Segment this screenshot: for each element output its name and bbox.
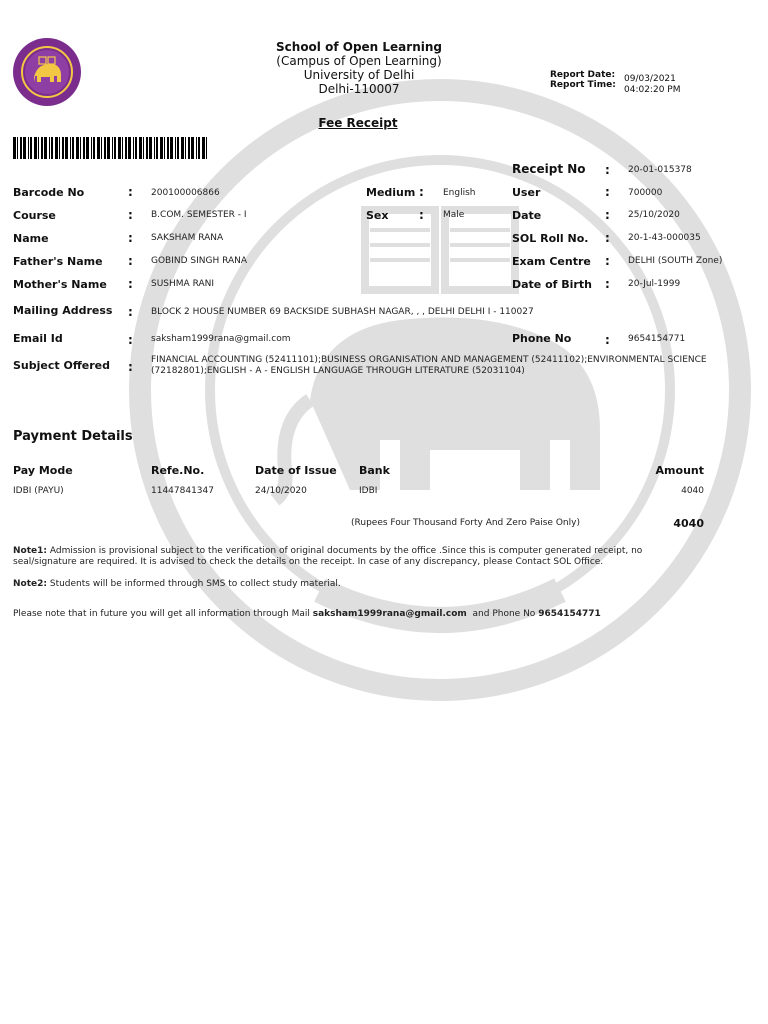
barcode-bar [160, 137, 163, 159]
university-city: Delhi-110007 [318, 82, 400, 96]
future-notice-and: and Phone No [472, 609, 536, 619]
note1-text-line1: Admission is provisional subject to the verification of original documents by the office .Since this is computer generated receipt, no [49, 546, 643, 556]
barcode-bar [177, 137, 179, 159]
date-of-birth-label: Date of Birth [512, 278, 592, 291]
phone-colon: : [605, 333, 610, 347]
sol-roll-no-label: SOL Roll No. [512, 232, 589, 245]
name-value: SAKSHAM RANA [151, 233, 224, 243]
barcode-bar [93, 137, 95, 159]
user-label: User [512, 186, 541, 199]
course-value: B.COM. SEMESTER - I [151, 210, 247, 220]
exam-centre-value: DELHI (SOUTH Zone) [628, 256, 723, 266]
barcode-bar [188, 137, 190, 159]
barcode-no-value: 200100006866 [151, 188, 220, 198]
receipt-no-colon: : [605, 163, 610, 177]
sex-label: Sex [366, 209, 389, 222]
barcode-bar [80, 137, 81, 159]
barcode-no-label: Barcode No [13, 186, 85, 199]
note1-line1 [13, 546, 642, 556]
barcode-bar [135, 137, 137, 159]
subject-offered-line2: (72182801);ENGLISH - A - ENGLISH LANGUAGE THROUGH LITERATURE (52031104) [151, 366, 525, 376]
email-value: saksham1999rana@gmail.com [151, 334, 291, 344]
bank-value: IDBI [359, 486, 378, 496]
barcode-bar [28, 137, 29, 159]
subject-offered-label: Subject Offered [13, 359, 110, 372]
future-notice [13, 609, 601, 619]
fathers-name-value: GOBIND SINGH RANA [151, 256, 248, 266]
date-of-birth-colon: : [605, 277, 610, 291]
date-colon: : [605, 208, 610, 222]
receipt-no-label: Receipt No [512, 162, 586, 176]
barcode-bar [23, 137, 26, 159]
barcode-bar [181, 137, 184, 159]
mailing-address-value: BLOCK 2 HOUSE NUMBER 69 BACKSIDE SUBHASH NAGAR, , , DELHI DELHI I - 110027 [151, 307, 534, 317]
barcode-bar [20, 137, 22, 159]
barcode-bar [86, 137, 89, 159]
mothers-name-colon: : [128, 277, 133, 291]
note2-label: Note2: [13, 579, 47, 589]
sol-roll-no-colon: : [605, 231, 610, 245]
medium-colon: : [419, 185, 424, 199]
barcode-bar [49, 137, 50, 159]
mailing-address-colon: : [128, 305, 133, 319]
barcode-bar [38, 137, 39, 159]
barcode-bar [118, 137, 121, 159]
barcode-bar [114, 137, 116, 159]
fathers-name-label: Father's Name [13, 255, 103, 268]
barcode-no-colon: : [128, 185, 133, 199]
barcode-bar [202, 137, 205, 159]
barcode-bar [70, 137, 71, 159]
barcode-bar [143, 137, 144, 159]
mothers-name-label: Mother's Name [13, 278, 107, 291]
barcode-bar [125, 137, 127, 159]
note1-label: Note1: [13, 546, 47, 556]
barcode-bar [156, 137, 158, 159]
course-colon: : [128, 208, 133, 222]
barcode-bar [185, 137, 186, 159]
fathers-name-colon: : [128, 254, 133, 268]
phone-label: Phone No [512, 332, 572, 345]
future-notice-phone: 9654154771 [538, 609, 601, 619]
barcode-bar [97, 137, 100, 159]
sex-value: Male [443, 210, 465, 220]
mothers-name-value: SUSHMA RANI [151, 279, 214, 289]
amount-header: Amount [655, 464, 704, 477]
user-colon: : [605, 185, 610, 199]
exam-centre-colon: : [605, 254, 610, 268]
barcode-bar [122, 137, 123, 159]
date-label: Date [512, 209, 542, 222]
barcode-bar [34, 137, 37, 159]
exam-centre-label: Exam Centre [512, 255, 591, 268]
bank-header: Bank [359, 464, 390, 477]
course-label: Course [13, 209, 56, 222]
barcode-bar [112, 137, 113, 159]
campus-name: (Campus of Open Learning) [276, 54, 442, 68]
barcode-bar [62, 137, 64, 159]
subject-offered-line1: FINANCIAL ACCOUNTING (52411101);BUSINESS ORGANISATION AND MANAGEMENT (52411102);ENVIRONMENTAL SCIENCE [151, 355, 707, 365]
amount-in-words: (Rupees Four Thousand Forty And Zero Paise Only) [351, 518, 580, 528]
pay-mode-value: IDBI (PAYU) [13, 486, 64, 496]
name-label: Name [13, 232, 49, 245]
barcode-bar [101, 137, 102, 159]
barcode-bar [128, 137, 131, 159]
barcode-bar [170, 137, 173, 159]
barcode-icon [13, 137, 208, 159]
barcode-bar [76, 137, 79, 159]
barcode-bar [198, 137, 200, 159]
subject-offered-colon: : [128, 360, 133, 374]
report-time-value: 04:02:20 PM [624, 85, 681, 95]
name-colon: : [128, 231, 133, 245]
barcode-bar [17, 137, 18, 159]
barcode-bar [175, 137, 176, 159]
report-date-label: Report Date: [550, 70, 616, 80]
barcode-bar [104, 137, 106, 159]
barcode-bar [51, 137, 53, 159]
user-value: 700000 [628, 188, 663, 198]
barcode-bar [149, 137, 152, 159]
barcode-bar [167, 137, 169, 159]
university-name: University of Delhi [303, 68, 415, 82]
sol-roll-no-value: 20-1-43-000035 [628, 233, 701, 243]
pay-mode-header: Pay Mode [13, 464, 73, 477]
total-amount: 4040 [673, 517, 704, 530]
barcode-bar [13, 137, 16, 159]
report-time-label: Report Time: [550, 80, 616, 90]
future-notice-text: Please note that in future you will get all information through Mail [13, 609, 310, 619]
barcode-bar [107, 137, 110, 159]
future-notice-email: saksham1999rana@gmail.com [312, 609, 467, 619]
barcode-bar [191, 137, 194, 159]
barcode-bar [133, 137, 134, 159]
email-label: Email Id [13, 332, 63, 345]
barcode-bar [206, 137, 207, 159]
university-seal-icon [12, 37, 82, 107]
payment-details-title: Payment Details [13, 429, 133, 444]
date-of-issue-header: Date of Issue [255, 464, 337, 477]
ref-no-header: Refe.No. [151, 464, 205, 477]
receipt-title: Fee Receipt [318, 116, 398, 130]
date-of-issue-value: 24/10/2020 [255, 486, 307, 496]
barcode-bar [196, 137, 197, 159]
institution-name: School of Open Learning [276, 40, 442, 54]
date-of-birth-value: 20-Jul-1999 [628, 279, 681, 289]
note2 [13, 579, 341, 589]
mailing-address-label: Mailing Address [13, 304, 113, 317]
barcode-bar [91, 137, 92, 159]
report-date-value: 09/03/2021 [624, 74, 676, 84]
barcode-bar [72, 137, 74, 159]
amount-value: 4040 [681, 486, 704, 496]
ref-no-value: 11447841347 [151, 486, 214, 496]
barcode-bar [44, 137, 47, 159]
receipt-no-value: 20-01-015378 [628, 165, 692, 175]
barcode-bar [83, 137, 85, 159]
barcode-bar [146, 137, 148, 159]
medium-value: English [443, 188, 476, 198]
note2-text: Students will be informed through SMS to collect study material. [49, 579, 341, 589]
date-value: 25/10/2020 [628, 210, 680, 220]
barcode-bar [59, 137, 60, 159]
barcode-bar [41, 137, 43, 159]
barcode-bar [30, 137, 32, 159]
barcode-bar [164, 137, 165, 159]
email-colon: : [128, 333, 133, 347]
sex-colon: : [419, 208, 424, 222]
barcode-bar [139, 137, 142, 159]
barcode-bar [154, 137, 155, 159]
note1-text-line2: seal/signature are required. It is advised to check the details on the receipt. In case of any discrepancy, please Contact SOL Office. [13, 557, 604, 567]
phone-value: 9654154771 [628, 334, 686, 344]
medium-label: Medium [366, 186, 416, 199]
barcode-bar [65, 137, 68, 159]
barcode-bar [55, 137, 58, 159]
